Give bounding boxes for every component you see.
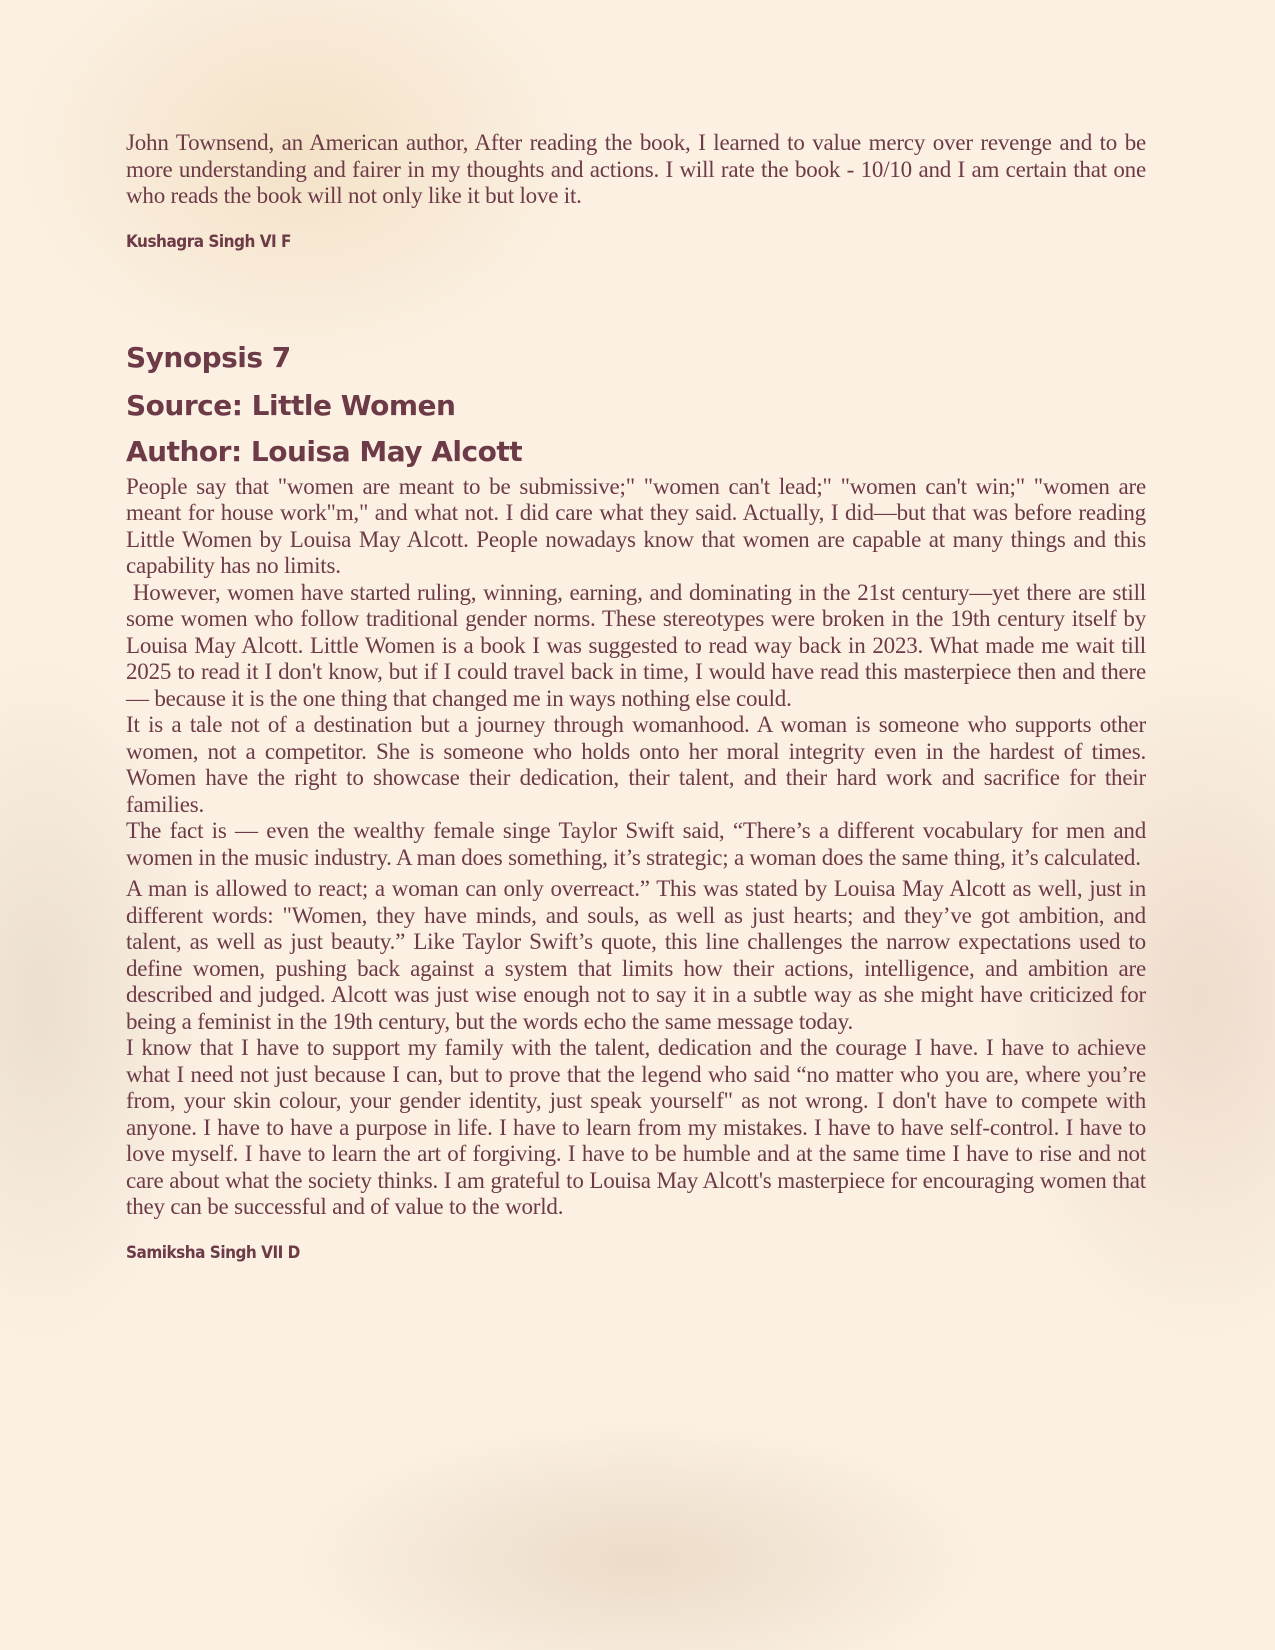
synopsis-source: Source: Little Women (126, 388, 456, 422)
review-signature: Kushagra Singh VI F (126, 231, 291, 252)
page-content (126, 130, 1152, 1263)
review-paragraph: John Townsend, an American author, After reading the book, I learned to value mercy over revenge and to be more understanding and fairer in my thoughts and actions. I will rate the book - 10/10 and I am certain that one who reads the book will not only like it but love it. (126, 130, 1146, 208)
synopsis-paragraph-4: The fact is — even the wealthy female singe Taylor Swift said, “There’s a different vocabulary for men and women in the music industry. A man does something, it’s strategic; a woman does the same thing, it’s calculated. (126, 818, 1146, 870)
synopsis-paragraph-2: However, women have started ruling, winning, earning, and dominating in the 21st century—yet there are still some women who follow traditional gender norms. These stereotypes were broken in the 19th century itself by Louisa May Alcott. Little Women is a book I was suggested to read way back in 2023. What made me wait till 2025 to read it I don't know, but if I could travel back in time, I would have read this masterpiece then and there — because it is the one thing that changed me in ways nothing else could. (126, 579, 1152, 711)
synopsis-title: Synopsis 7 (126, 340, 291, 374)
synopsis-signature: Samiksha Singh VII D (126, 1242, 300, 1263)
synopsis-paragraph-3: It is a tale not of a destination but a journey through womanhood. A woman is someone who supports other women, not a competitor. She is someone who holds onto her moral integrity even in the hardest of times. Women have the right to showcase their dedication, their talent, and their hard work and sacrifice for their families. (126, 712, 1146, 817)
synopsis-paragraph-1: People say that "women are meant to be submissive;" "women can't lead;" "women can't win;" "women are meant for house work"m," and what not. I did care what they said. Actually, I did—but that was before reading Little Women by Louisa May Alcott. People nowadays know that women are capable at many things and this capability has no limits. (126, 473, 1152, 578)
synopsis-paragraph-6: I know that I have to support my family with the talent, dedication and the courage I have. I have to achieve what I need not just because I can, but to prove that the legend who said “no matter who you are, where you’re from, your skin colour, your gender identity, just speak yourself" as not wrong. I don't have to compete with anyone. I have to have a purpose in life. I have to learn from my mistakes. I have to have self-control. I have to love myself. I have to learn the art of forgiving. I have to be humble and at the same time I have to rise and not care about what the society thinks. I am grateful to Louisa May Alcott's masterpiece for encouraging women that they can be successful and of value to the world. (126, 1035, 1146, 1219)
synopsis-paragraph-5: A man is allowed to react; a woman can only overreact.” This was stated by Louisa May Alcott as well, just in different words: "Women, they have minds, and souls, as well as just hearts; and they’ve got ambition, and talent, as well as just beauty.” Like Taylor Swift’s quote, this line challenges the narrow expectations used to define women, pushing back against a system that limits how their actions, intelligence, and ambition are described and judged. Alcott was just wise enough not to say it in a subtle way as she might have criticized for being a feminist in the 19th century, but the words echo the same message today. (126, 876, 1146, 1034)
synopsis-author: Author: Louisa May Alcott (126, 434, 523, 468)
